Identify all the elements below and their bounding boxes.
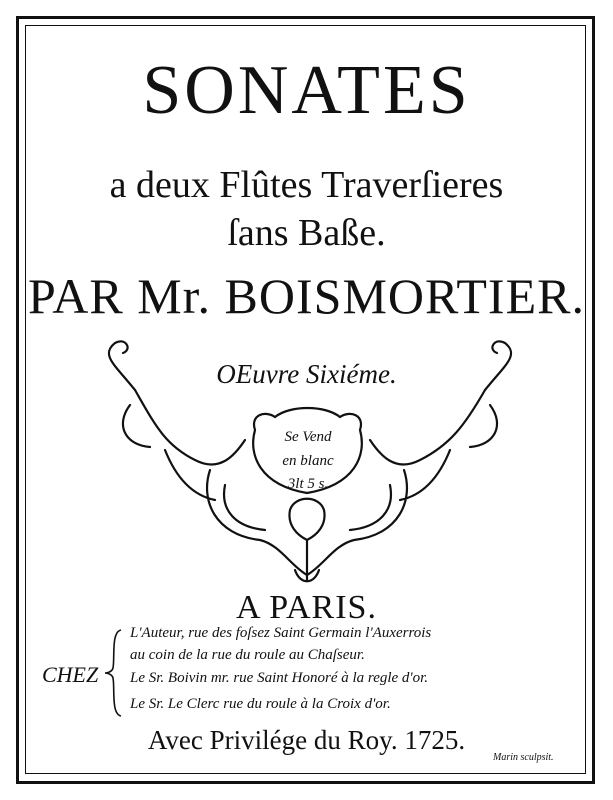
seller-line: L'Auteur, rue des foſsez Saint Germain l'Auxerrois	[130, 625, 432, 641]
opus-line: OEuvre Sixiéme.	[216, 359, 397, 389]
engraver-signature: Marin sculpsit.	[493, 752, 554, 763]
composer-line: PAR Mr. BOISMORTIER.	[28, 268, 585, 324]
seller-line: au coin de la rue du roule au Chaſseur.	[130, 647, 365, 663]
privilege-line: Avec Privilége du Roy. 1725.	[147, 725, 466, 755]
price-line-3: 3lt 5 s.	[287, 476, 329, 492]
city-line: A PARIS.	[236, 589, 377, 626]
subtitle-line-2: ſans Baße.	[227, 212, 386, 254]
seller-line: Le Sr. Le Clerc rue du roule à la Croix d'or.	[130, 696, 391, 712]
page-title: SONATES	[142, 52, 471, 129]
sellers-label: CHEZ	[42, 662, 99, 687]
price-line-2: en blanc	[282, 453, 334, 469]
subtitle-line-1: a deux Flûtes Traverſieres	[109, 164, 504, 206]
price-line-1: Se Vend	[284, 429, 332, 445]
curly-brace	[103, 628, 125, 718]
seller-line: Le Sr. Boivin mr. rue Saint Honoré à la regle d'or.	[130, 670, 429, 686]
